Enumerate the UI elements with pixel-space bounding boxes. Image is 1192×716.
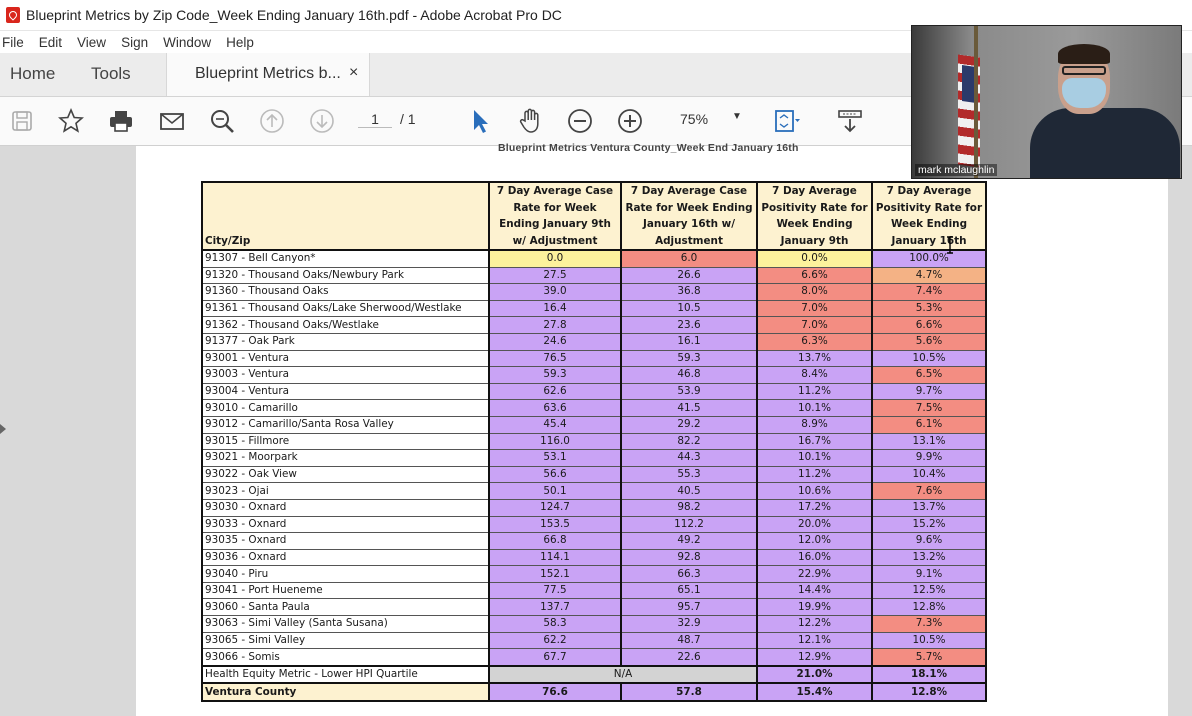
table-cell-case-rate-jan9: 53.1	[489, 450, 621, 467]
acrobat-pdf-icon	[6, 7, 20, 23]
table-cell-case-rate-jan16: 46.8	[621, 367, 757, 384]
table-cell-case-rates: N/A	[489, 666, 757, 684]
table-cell-case-rate-jan9: 124.7	[489, 499, 621, 516]
table-cell-positivity-jan9: 10.1%	[757, 450, 872, 467]
table-cell-positivity-jan9: 12.2%	[757, 616, 872, 633]
table-cell-case-rate-jan16: 16.1	[621, 333, 757, 350]
tab-document[interactable]	[166, 53, 370, 96]
column-header-positivity-jan16: 7 Day Average Positivity Rate for Week Ending January 16th	[872, 182, 986, 250]
table-cell-positivity-jan16: 5.7%	[872, 649, 986, 666]
table-row	[202, 433, 986, 450]
window-title: Blueprint Metrics by Zip Code_Week Ending January 16th.pdf - Adobe Acrobat Pro DC	[26, 7, 562, 23]
table-cell-positivity-jan16: 18.1%	[872, 666, 986, 684]
table-row-county-total	[202, 683, 986, 701]
table-cell-city: 91361 - Thousand Oaks/Lake Sherwood/Westlake	[202, 300, 489, 317]
table-cell-city: 91360 - Thousand Oaks	[202, 284, 489, 301]
table-cell-positivity-jan16: 6.5%	[872, 367, 986, 384]
table-row	[202, 533, 986, 550]
table-row	[202, 400, 986, 417]
participant-body	[1030, 108, 1180, 179]
table-cell-positivity-jan16: 10.5%	[872, 350, 986, 367]
table-cell-positivity-jan9: 8.9%	[757, 416, 872, 433]
table-cell-city: 93023 - Ojai	[202, 483, 489, 500]
table-cell-positivity-jan9: 12.1%	[757, 632, 872, 649]
metrics-table	[201, 181, 987, 702]
table-cell-case-rate-jan16: 44.3	[621, 450, 757, 467]
table-cell-case-rate-jan16: 48.7	[621, 632, 757, 649]
table-cell-positivity-jan9: 11.2%	[757, 383, 872, 400]
table-cell-city: 93015 - Fillmore	[202, 433, 489, 450]
tab-close-icon[interactable]: ×	[349, 64, 359, 81]
table-cell-case-rate-jan9: 39.0	[489, 284, 621, 301]
table-cell-case-rate-jan9: 27.5	[489, 267, 621, 284]
zoom-in-icon[interactable]	[616, 107, 644, 135]
table-row	[202, 367, 986, 384]
table-cell-case-rate-jan16: 53.9	[621, 383, 757, 400]
table-row-health-equity	[202, 666, 986, 684]
table-row	[202, 483, 986, 500]
table-cell-case-rate-jan16: 22.6	[621, 649, 757, 666]
menu-file[interactable]: File	[2, 34, 24, 50]
table-cell-positivity-jan9: 8.0%	[757, 284, 872, 301]
table-cell-positivity-jan9: 11.2%	[757, 466, 872, 483]
flag-pole	[974, 26, 978, 179]
table-cell-positivity-jan9: 22.9%	[757, 566, 872, 583]
menu-view[interactable]: View	[77, 34, 107, 50]
table-cell-city: 91362 - Thousand Oaks/Westlake	[202, 317, 489, 334]
column-header-case-rate-jan16: 7 Day Average Case Rate for Week Ending January 16th w/ Adjustment	[621, 182, 757, 250]
table-cell-case-rate-jan9: 137.7	[489, 599, 621, 616]
table-cell-positivity-jan9: 21.0%	[757, 666, 872, 684]
table-row	[202, 317, 986, 334]
table-cell-positivity-jan16: 13.2%	[872, 549, 986, 566]
table-cell-city: 93001 - Ventura	[202, 350, 489, 367]
table-row	[202, 649, 986, 666]
table-cell-positivity-jan16: 9.7%	[872, 383, 986, 400]
table-cell-positivity-jan16: 13.7%	[872, 499, 986, 516]
table-cell-positivity-jan16: 9.9%	[872, 450, 986, 467]
table-cell-city: 91377 - Oak Park	[202, 333, 489, 350]
table-cell-positivity-jan16: 100.0%	[872, 250, 986, 267]
table-cell-case-rate-jan9: 63.6	[489, 400, 621, 417]
bookmark-star-icon[interactable]	[57, 107, 85, 135]
table-cell-positivity-jan16: 6.1%	[872, 416, 986, 433]
table-cell-case-rate-jan9: 76.5	[489, 350, 621, 367]
table-cell-positivity-jan9: 13.7%	[757, 350, 872, 367]
table-cell-city: 93003 - Ventura	[202, 367, 489, 384]
table-cell-case-rate-jan16: 6.0	[621, 250, 757, 267]
table-cell-city: 93033 - Oxnard	[202, 516, 489, 533]
page-down-icon[interactable]	[308, 107, 336, 135]
table-cell-positivity-jan16: 7.6%	[872, 483, 986, 500]
table-cell-case-rate-jan9: 59.3	[489, 367, 621, 384]
participant-glasses	[1062, 66, 1106, 75]
tab-home[interactable]: Home	[10, 64, 56, 83]
table-cell-case-rate-jan16: 59.3	[621, 350, 757, 367]
table-cell-case-rate-jan9: 58.3	[489, 616, 621, 633]
table-cell-case-rate-jan16: 95.7	[621, 599, 757, 616]
table-cell-city: 93035 - Oxnard	[202, 533, 489, 550]
search-zoom-icon[interactable]	[208, 107, 236, 135]
column-header-case-rate-jan9: 7 Day Average Case Rate for Week Ending January 9th w/ Adjustment	[489, 182, 621, 250]
table-cell-city: 93010 - Camarillo	[202, 400, 489, 417]
table-cell-city: 93040 - Piru	[202, 566, 489, 583]
column-header-positivity-jan9: 7 Day Average Positivity Rate for Week Ending January 9th	[757, 182, 872, 250]
table-cell-city: 93036 - Oxnard	[202, 549, 489, 566]
table-row	[202, 450, 986, 467]
save-icon[interactable]	[8, 107, 36, 135]
tab-document-label: Blueprint Metrics b...	[195, 65, 341, 82]
table-cell-case-rate-jan16: 98.2	[621, 499, 757, 516]
menu-window[interactable]: Window	[163, 34, 212, 50]
table-cell-case-rate-jan16: 66.3	[621, 566, 757, 583]
column-header-city: City/Zip	[202, 182, 489, 250]
table-cell-positivity-jan9: 15.4%	[757, 683, 872, 701]
table-cell-positivity-jan9: 10.1%	[757, 400, 872, 417]
table-row	[202, 350, 986, 367]
table-cell-city: Ventura County	[202, 683, 489, 701]
table-cell-positivity-jan9: 16.7%	[757, 433, 872, 450]
table-cell-positivity-jan16: 15.2%	[872, 516, 986, 533]
table-cell-case-rate-jan16: 112.2	[621, 516, 757, 533]
table-cell-case-rate-jan16: 82.2	[621, 433, 757, 450]
table-cell-positivity-jan16: 9.1%	[872, 566, 986, 583]
fit-page-icon[interactable]	[772, 107, 800, 135]
table-cell-positivity-jan16: 12.8%	[872, 599, 986, 616]
table-cell-positivity-jan9: 0.0%	[757, 250, 872, 267]
table-cell-positivity-jan9: 12.0%	[757, 533, 872, 550]
table-row	[202, 383, 986, 400]
table-cell-positivity-jan16: 7.5%	[872, 400, 986, 417]
table-row	[202, 250, 986, 267]
table-cell-case-rate-jan9: 62.2	[489, 632, 621, 649]
table-row	[202, 499, 986, 516]
table-cell-positivity-jan9: 14.4%	[757, 582, 872, 599]
table-cell-city: 93022 - Oak View	[202, 466, 489, 483]
tab-tools[interactable]: Tools	[91, 64, 131, 83]
table-cell-case-rate-jan16: 26.6	[621, 267, 757, 284]
table-cell-positivity-jan9: 6.6%	[757, 267, 872, 284]
table-row	[202, 416, 986, 433]
document-heading: Blueprint Metrics Ventura County_Week End January 16th	[498, 142, 799, 154]
table-cell-positivity-jan16: 7.4%	[872, 284, 986, 301]
table-cell-case-rate-jan16: 36.8	[621, 284, 757, 301]
table-cell-positivity-jan9: 6.3%	[757, 333, 872, 350]
table-cell-positivity-jan16: 12.8%	[872, 683, 986, 701]
table-cell-case-rate-jan16: 41.5	[621, 400, 757, 417]
table-cell-case-rate-jan9: 62.6	[489, 383, 621, 400]
table-cell-positivity-jan16: 6.6%	[872, 317, 986, 334]
table-cell-case-rate-jan9: 67.7	[489, 649, 621, 666]
table-row	[202, 632, 986, 649]
menu-edit[interactable]: Edit	[38, 34, 63, 50]
page-total: / 1	[400, 111, 416, 127]
table-cell-case-rate-jan9: 50.1	[489, 483, 621, 500]
table-cell-case-rate-jan16: 49.2	[621, 533, 757, 550]
table-cell-positivity-jan9: 12.9%	[757, 649, 872, 666]
video-participant-tile[interactable]	[911, 25, 1182, 179]
table-cell-city: 93065 - Simi Valley	[202, 632, 489, 649]
table-cell-case-rate-jan16: 10.5	[621, 300, 757, 317]
participant-hair	[1058, 44, 1110, 64]
table-cell-city: 91320 - Thousand Oaks/Newbury Park	[202, 267, 489, 284]
table-cell-case-rate-jan9: 116.0	[489, 433, 621, 450]
table-cell-positivity-jan9: 17.2%	[757, 499, 872, 516]
table-row	[202, 616, 986, 633]
table-cell-case-rate-jan16: 29.2	[621, 416, 757, 433]
table-cell-city: 93012 - Camarillo/Santa Rosa Valley	[202, 416, 489, 433]
table-cell-case-rate-jan9: 45.4	[489, 416, 621, 433]
table-cell-positivity-jan9: 16.0%	[757, 549, 872, 566]
table-cell-case-rate-jan9: 153.5	[489, 516, 621, 533]
table-cell-positivity-jan9: 19.9%	[757, 599, 872, 616]
table-cell-case-rate-jan16: 40.5	[621, 483, 757, 500]
table-row	[202, 284, 986, 301]
zoom-out-icon[interactable]	[566, 107, 594, 135]
table-cell-positivity-jan9: 10.6%	[757, 483, 872, 500]
chevron-down-icon: ▼	[732, 111, 742, 122]
table-cell-case-rate-jan9: 16.4	[489, 300, 621, 317]
table-cell-positivity-jan16: 12.5%	[872, 582, 986, 599]
side-panel-toggle-icon[interactable]	[0, 424, 6, 434]
table-cell-city: 93030 - Oxnard	[202, 499, 489, 516]
table-cell-positivity-jan9: 7.0%	[757, 300, 872, 317]
table-cell-city: 93060 - Santa Paula	[202, 599, 489, 616]
table-cell-case-rate-jan16: 32.9	[621, 616, 757, 633]
table-cell-case-rate-jan16: 55.3	[621, 466, 757, 483]
table-cell-positivity-jan9: 7.0%	[757, 317, 872, 334]
text-cursor-icon	[945, 236, 955, 254]
table-row	[202, 267, 986, 284]
table-cell-case-rate-jan16: 23.6	[621, 317, 757, 334]
table-cell-case-rate-jan9: 0.0	[489, 250, 621, 267]
table-cell-case-rate-jan16: 92.8	[621, 549, 757, 566]
page-number-input[interactable]: 1	[358, 111, 392, 128]
table-cell-case-rate-jan9: 66.8	[489, 533, 621, 550]
table-cell-city: 93021 - Moorpark	[202, 450, 489, 467]
table-cell-city: 93063 - Simi Valley (Santa Susana)	[202, 616, 489, 633]
table-cell-city: 93041 - Port Hueneme	[202, 582, 489, 599]
table-header-row	[202, 182, 986, 250]
table-cell-positivity-jan16: 4.7%	[872, 267, 986, 284]
table-cell-city: Health Equity Metric - Lower HPI Quartile	[202, 666, 489, 684]
table-cell-positivity-jan16: 10.4%	[872, 466, 986, 483]
table-cell-case-rate-jan9: 76.6	[489, 683, 621, 701]
table-row	[202, 582, 986, 599]
table-row	[202, 599, 986, 616]
table-row	[202, 300, 986, 317]
table-cell-city: 93004 - Ventura	[202, 383, 489, 400]
select-arrow-icon[interactable]	[466, 107, 494, 135]
table-cell-positivity-jan16: 13.1%	[872, 433, 986, 450]
table-cell-case-rate-jan9: 77.5	[489, 582, 621, 599]
table-cell-positivity-jan9: 8.4%	[757, 367, 872, 384]
table-cell-positivity-jan16: 7.3%	[872, 616, 986, 633]
table-cell-positivity-jan16: 5.6%	[872, 333, 986, 350]
participant-mask	[1062, 78, 1106, 108]
table-cell-positivity-jan9: 20.0%	[757, 516, 872, 533]
table-cell-city: 91307 - Bell Canyon*	[202, 250, 489, 267]
table-cell-positivity-jan16: 9.6%	[872, 533, 986, 550]
table-row	[202, 333, 986, 350]
menu-help[interactable]: Help	[226, 34, 254, 50]
zoom-level-value: 75%	[680, 111, 709, 127]
table-cell-case-rate-jan9: 56.6	[489, 466, 621, 483]
print-icon[interactable]	[107, 107, 135, 135]
hand-tool-icon[interactable]	[516, 107, 544, 135]
table-cell-positivity-jan16: 10.5%	[872, 632, 986, 649]
email-icon[interactable]	[158, 107, 186, 135]
table-cell-case-rate-jan9: 27.8	[489, 317, 621, 334]
menu-sign[interactable]: Sign	[121, 34, 149, 50]
table-cell-case-rate-jan9: 114.1	[489, 549, 621, 566]
table-cell-positivity-jan16: 5.3%	[872, 300, 986, 317]
table-cell-case-rate-jan9: 24.6	[489, 333, 621, 350]
table-cell-case-rate-jan16: 57.8	[621, 683, 757, 701]
table-cell-case-rate-jan9: 152.1	[489, 566, 621, 583]
table-cell-case-rate-jan16: 65.1	[621, 582, 757, 599]
table-cell-city: 93066 - Somis	[202, 649, 489, 666]
scroll-mode-icon[interactable]	[836, 107, 864, 135]
table-row	[202, 566, 986, 583]
page-up-icon[interactable]	[258, 107, 286, 135]
table-row	[202, 549, 986, 566]
participant-name-label: mark mclaughlin	[915, 164, 997, 176]
table-row	[202, 466, 986, 483]
table-row	[202, 516, 986, 533]
